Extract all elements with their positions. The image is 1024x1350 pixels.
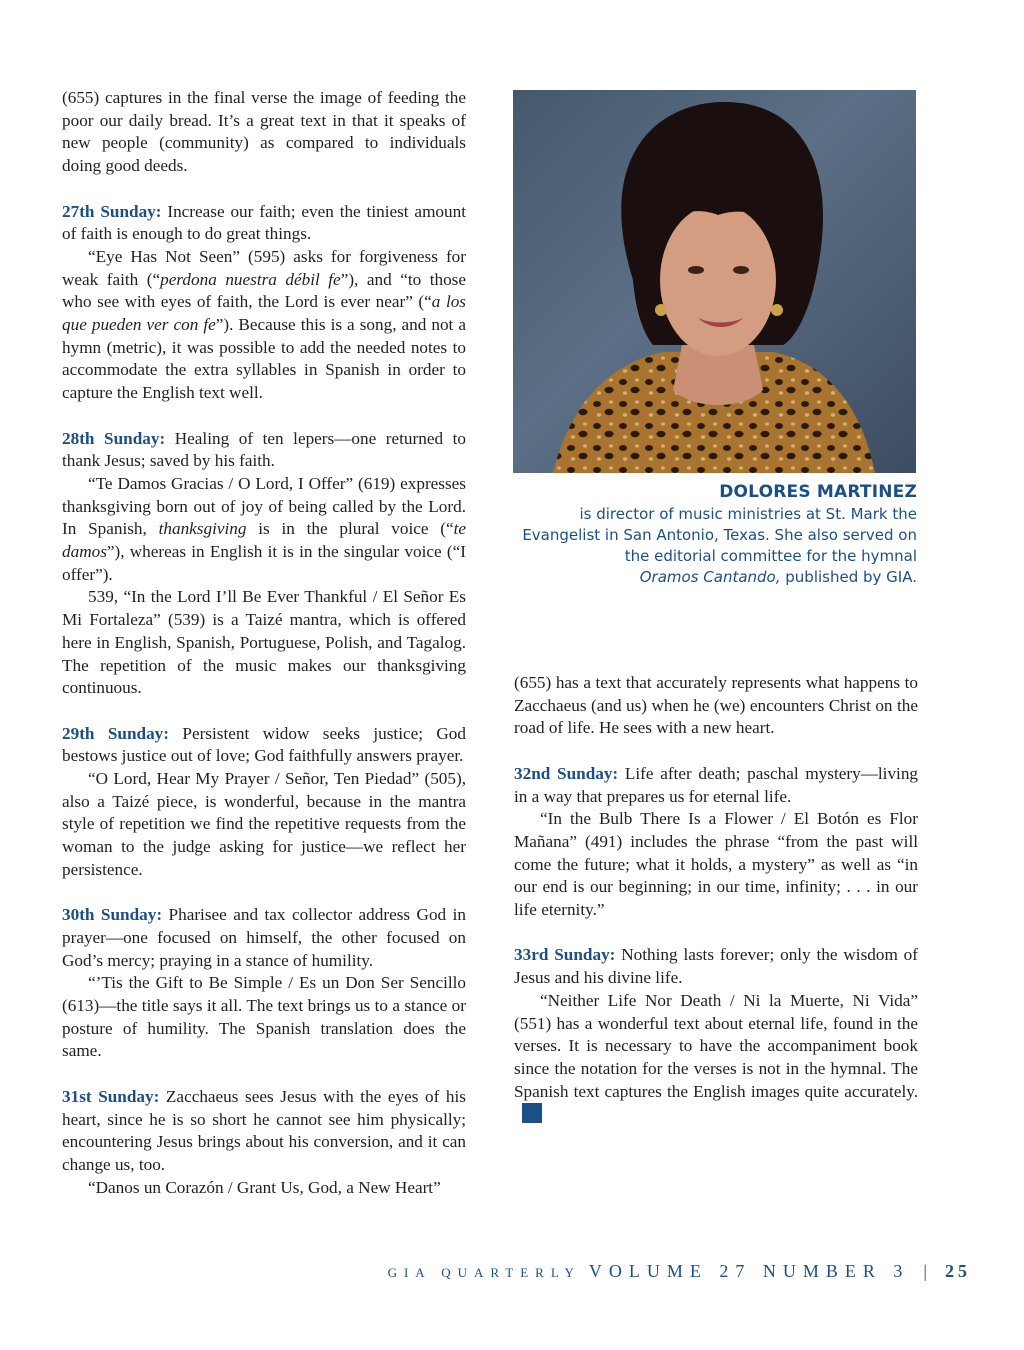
sunday-31-summary: Zacchaeus sees Jesus with the eyes of his heart, since he is so short he cannot see him physically; encountering Jesus brings about his conversion, and it can change us, too. <box>62 1086 466 1174</box>
sunday-32-hymn-paragraph: “In the Bulb There Is a Flower / El Botón es Flor Mañana” (491) includes the phrase “from the past will come the future; what it holds, a mystery” as well as “in our end is our beginning; in our time, infinity; . . . in our life eternity.” <box>514 809 918 920</box>
sunday-33-paragraph <box>514 944 918 989</box>
author-photo <box>513 90 916 473</box>
text-run: ”). Because this is a song, and not a hymn (metric), it was possible to add the needed notes to accommodate the extra syllables in Spanish in order to capture the English text well. <box>62 315 466 403</box>
emphasis-word: thanksgiving <box>158 519 247 539</box>
bio-line: Evangelist in San Antonio, Texas. She also served on <box>522 526 917 544</box>
sunday-28-paragraph <box>62 428 466 473</box>
sunday-30-heading: 30th Sunday: <box>62 905 163 925</box>
sunday-28-heading: 28th Sunday: <box>62 428 166 448</box>
bio-line: the editorial committee for the hymnal <box>624 547 917 565</box>
sunday-31-hymn-paragraph: “Danos un Corazón / Grant Us, God, a New Heart” <box>88 1177 441 1197</box>
sunday-30-summary: Pharisee and tax collector address God in prayer—one focused on himself, the other focused on God’s mercy; praying in a stance of humility. <box>62 905 466 970</box>
author-caption <box>514 482 917 588</box>
sunday-30-hymn-paragraph: “’Tis the Gift to Be Simple / Es un Don Ser Sencillo (613)—the title says it all. The text brings us to a stance or posture of humility. The Spanish translation does the same. <box>62 973 466 1061</box>
portrait-illustration <box>513 90 916 473</box>
bio-line <box>514 567 917 588</box>
left-column <box>62 87 466 1199</box>
sunday-28-hymn-paragraph <box>62 473 466 587</box>
text-run: “Neither Life Nor Death / Ni la Muerte, Ni Vida” (551) has a wonderful text about eternal life, found in the verses. It is necessary to have the accompaniment book since the notation for the verses is not in the hymnal. The Spanish text captures the English images quite accurately. <box>514 990 918 1101</box>
sunday-31-paragraph <box>62 1086 466 1177</box>
right-column <box>514 672 918 1126</box>
hymnal-title: Oramos Cantando, <box>639 568 781 586</box>
intro-paragraph: (655) captures in the final verse the image of feeding the poor our daily bread. It’s a great text in that it speaks of new people (community) as compared to individuals doing good deeds. <box>62 88 466 176</box>
sunday-33-heading: 33rd Sunday: <box>514 945 616 965</box>
sunday-33-hymn-paragraph <box>514 990 918 1126</box>
author-bio <box>514 504 917 588</box>
bio-line: is director of music ministries at St. Mark the <box>579 505 917 523</box>
sunday-33-summary: Nothing lasts forever; only the wisdom of Jesus and his divine life. <box>514 945 918 988</box>
end-of-article-mark <box>522 1103 542 1123</box>
sunday-30-paragraph <box>62 904 466 972</box>
author-name: DOLORES MARTINEZ <box>719 482 917 502</box>
sunday-27-heading: 27th Sunday: <box>62 201 162 221</box>
sunday-27-summary: Increase our faith; even the tiniest amount of faith is enough to do great things. <box>62 201 466 244</box>
text-run: ”), whereas in English it is in the singular voice (“I offer”). <box>62 542 466 584</box>
sunday-29-heading: 29th Sunday: <box>62 723 169 743</box>
spanish-phrase: perdona nuestra débil fe <box>160 269 341 289</box>
text-run: ”), and “to those who see with eyes of faith, the Lord is ever near” (“ <box>62 269 466 312</box>
volume-number: VOLUME 27 NUMBER 3 <box>588 1261 910 1281</box>
sunday-27-hymn-paragraph <box>62 246 466 405</box>
publication-name: GIA QUARTERLY <box>387 1265 581 1280</box>
sunday-32-heading: 32nd Sunday: <box>514 763 619 783</box>
footer-separator: | <box>923 1261 927 1281</box>
sunday-32-summary: Life after death; paschal mystery—living in a way that prepares us for eternal life. <box>514 763 919 806</box>
sunday-29-summary: Persistent widow seeks justice; God bestows justice out of love; God faithfully answers prayer. <box>62 723 466 766</box>
sunday-32-paragraph <box>514 763 918 808</box>
sunday-28-summary: Healing of ten lepers—one returned to thank Jesus; saved by his faith. <box>62 428 466 471</box>
text-run: is in the plural voice (“ <box>246 519 454 539</box>
page-footer <box>388 1261 971 1282</box>
page-number: 25 <box>945 1261 971 1281</box>
spanish-phrase: te damos <box>62 519 467 562</box>
text-run: published by GIA. <box>780 568 917 586</box>
sunday-31-heading: 31st Sunday: <box>62 1086 160 1106</box>
text-run: “Eye Has Not Seen” (595) asks for forgiveness for weak faith (“ <box>62 246 466 289</box>
sunday-27-paragraph <box>62 201 466 246</box>
spanish-phrase: a los que pueden ver con fe <box>62 292 466 335</box>
sunday-29-paragraph <box>62 723 466 768</box>
sunday-28-taize-paragraph: 539, “In the Lord I’ll Be Ever Thankful / El Señor Es Mi Fortaleza” (539) is a Taizé mantra, which is offered here in English, Spanish, Portuguese, Polish, and Tagalog. The repetition of the music makes our thanksgiving continuous. <box>62 587 466 698</box>
continued-paragraph: (655) has a text that accurately represents what happens to Zacchaeus (and us) when he (we) encounters Christ on the road of life. He sees with a new heart. <box>514 673 918 738</box>
sunday-29-hymn-paragraph: “O Lord, Hear My Prayer / Señor, Ten Piedad” (505), also a Taizé piece, is wonderful, because in the mantra style of repetition we find the repetitive requests from the woman to the judge asking for justice—we reflect her persistence. <box>62 769 466 879</box>
text-run: “Te Damos Gracias / O Lord, I Offer” (619) expresses thanksgiving born out of joy of being called by the Lord. In Spanish, <box>62 473 466 539</box>
